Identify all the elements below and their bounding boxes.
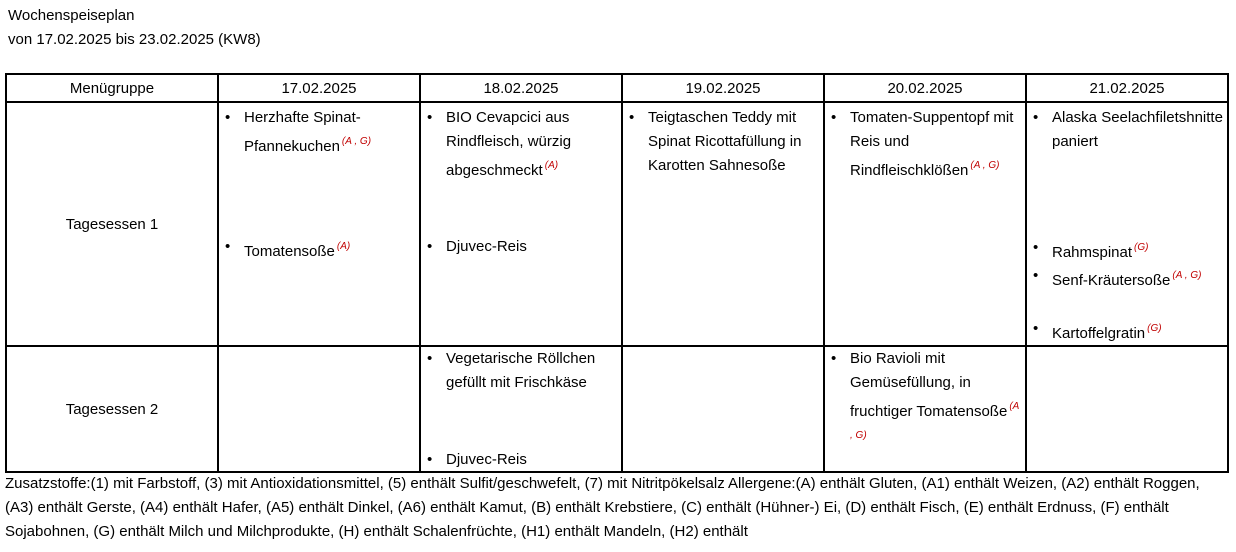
- header: [8, 4, 261, 52]
- column-header: 17.02.2025: [218, 74, 420, 102]
- column-header: 20.02.2025: [824, 74, 1026, 102]
- column-header: 21.02.2025: [1026, 74, 1228, 102]
- menu-group-label: Tagesessen 2: [6, 346, 218, 472]
- menu-item: • Herzhafte Spinat-Pfannekuchen $^{(A , G)}$: [225, 109, 372, 155]
- table-row: [6, 346, 1228, 472]
- menu-item: • Tomatensoße $^{(A)}$: [225, 238, 351, 260]
- page-title: Wochenspeiseplan: [8, 7, 135, 24]
- column-header: 18.02.2025: [420, 74, 622, 102]
- menu-item: • Senf-Kräutersoße $^{(A , G)}$: [1033, 267, 1202, 289]
- column-header: Menügruppe: [6, 74, 218, 102]
- day-cell: [218, 346, 420, 472]
- day-cell: [420, 346, 622, 472]
- menu-item: • Teigtaschen Teddy mit Spinat Ricottafüllung in Karotten Sahnesoße: [629, 109, 802, 174]
- day-cell: [824, 102, 1026, 346]
- menu-item: • Djuvec-Reis: [427, 451, 527, 468]
- allergen-legend: Zusatzstoffe:(1) mit Farbstoff, (3) mit Antioxidationsmittel, (5) enthält Sulfit/geschwefelt, (7) mit Nitritpökelsalz Allergene:(A) enthält Gluten, (A1) enthält Weizen, (A2) enthält Roggen, (A3) enthält Gerste, (A4) enthält Hafer, (A5) enthält Dinkel, (A6) enthält Kamut, (B) enthält Krebstiere, (C) enthält (Hühner-) Ei, (D) enthält Fisch, (E) enthält Erdnuss, (F) enthält Sojabohnen, (G) enthält Milch und Milchprodukte, (H) enthält Schalenfrüchte, (H1) enthält Mandeln, (H2) enthält: [5, 475, 1200, 540]
- day-cell: [622, 346, 824, 472]
- day-cell: [1026, 346, 1228, 472]
- table-header-row: [6, 74, 1228, 102]
- day-cell: [218, 102, 420, 346]
- table-row: [6, 102, 1228, 346]
- menu-item: • Tomaten-Suppentopf mit Reis und Rindfleischklößen $^{(A , G)}$: [831, 109, 1014, 179]
- day-cell: [420, 102, 622, 346]
- menu-item: • Kartoffelgratin $^{(G)}$: [1033, 320, 1162, 342]
- menu-item: • Rahmspinat $^{(G)}$: [1033, 239, 1149, 261]
- menu-item: • Alaska Seelachfiletshnitte paniert: [1033, 109, 1223, 150]
- day-cell: [1026, 102, 1228, 346]
- column-header: 19.02.2025: [622, 74, 824, 102]
- page-subtitle: von 17.02.2025 bis 23.02.2025 (KW8): [8, 31, 261, 48]
- menu-item: • Bio Ravioli mit Gemüsefüllung, in fruchtiger Tomatensoße $^{(A , G)}$: [831, 350, 1019, 441]
- day-cell: [824, 346, 1026, 472]
- day-cell: [622, 102, 824, 346]
- menu-item: • Vegetarische Röllchen gefüllt mit Frischkäse: [427, 350, 596, 391]
- menu-item: • Djuvec-Reis: [427, 238, 527, 255]
- menu-group-label: Tagesessen 1: [6, 102, 218, 346]
- menu-item: • BIO Cevapcici aus Rindfleisch, würzig abgeschmeckt $^{(A)}$: [427, 109, 572, 179]
- menu-table: [5, 73, 1229, 473]
